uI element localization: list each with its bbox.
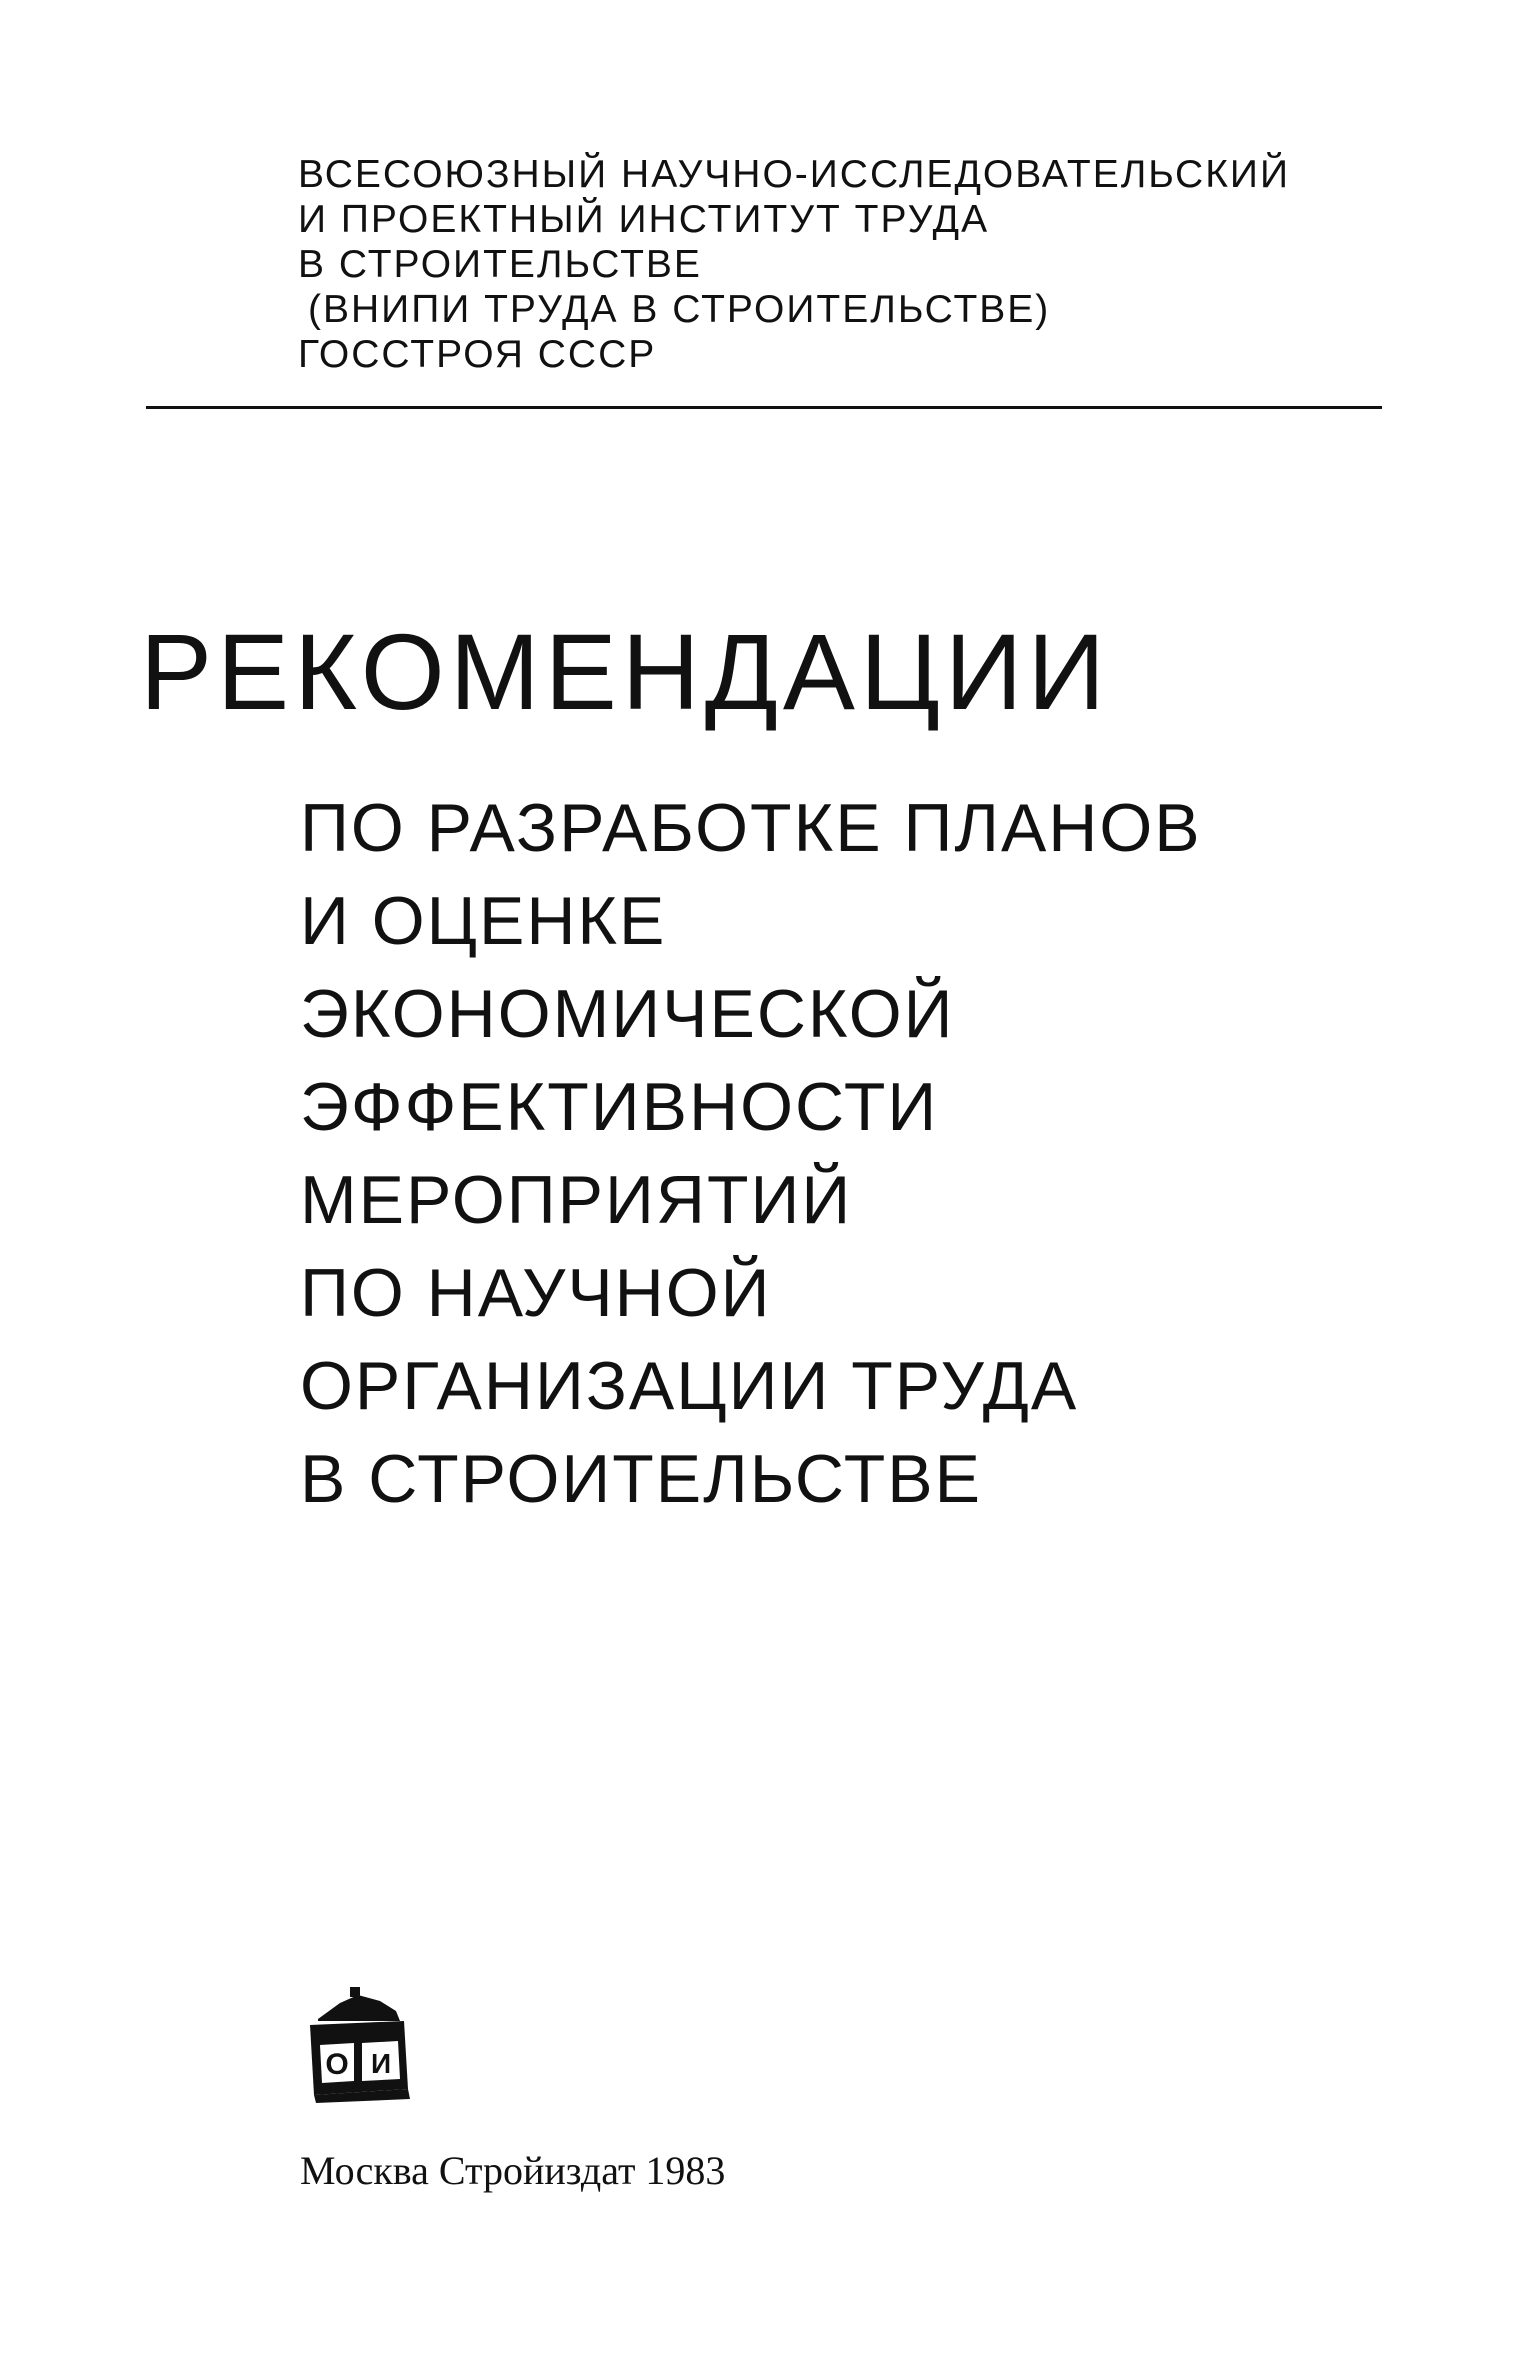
page-title: РЕКОМЕНДАЦИИ [140, 611, 1111, 732]
subtitle-line: МЕРОПРИЯТИЙ [300, 1162, 853, 1238]
subtitle-line: ОРГАНИЗАЦИИ ТРУДА [300, 1348, 1079, 1424]
subtitle-line: ЭКОНОМИЧЕСКОЙ [300, 976, 955, 1052]
institute-line: (ВНИПИ ТРУДА В СТРОИТЕЛЬСТВЕ) [308, 288, 1051, 331]
subtitle-line: И ОЦЕНКЕ [300, 883, 667, 959]
svg-text:И: И [370, 2048, 392, 2079]
subtitle-line: В СТРОИТЕЛЬСТВЕ [300, 1441, 983, 1517]
svg-text:О: О [325, 2048, 349, 2081]
institute-line: ВСЕСОЮЗНЫЙ НАУЧНО-ИССЛЕДОВАТЕЛЬСКИЙ [298, 153, 1290, 196]
subtitle [300, 782, 1400, 1526]
stroyizdat-logo-icon [300, 1985, 416, 2105]
subtitle-line: ПО НАУЧНОЙ [300, 1255, 772, 1331]
institute-line: ГОССТРОЯ СССР [298, 333, 657, 376]
subtitle-line: ЭФФЕКТИВНОСТИ [300, 1069, 939, 1145]
institute-name [298, 152, 1298, 377]
subtitle-line: ПО РАЗРАБОТКЕ ПЛАНОВ [300, 790, 1202, 866]
institute-line: В СТРОИТЕЛЬСТВЕ [298, 243, 702, 286]
header-divider [146, 406, 1382, 409]
institute-line: И ПРОЕКТНЫЙ ИНСТИТУТ ТРУДА [298, 198, 990, 241]
publisher-imprint: Москва Стройиздат 1983 [300, 2148, 726, 2193]
